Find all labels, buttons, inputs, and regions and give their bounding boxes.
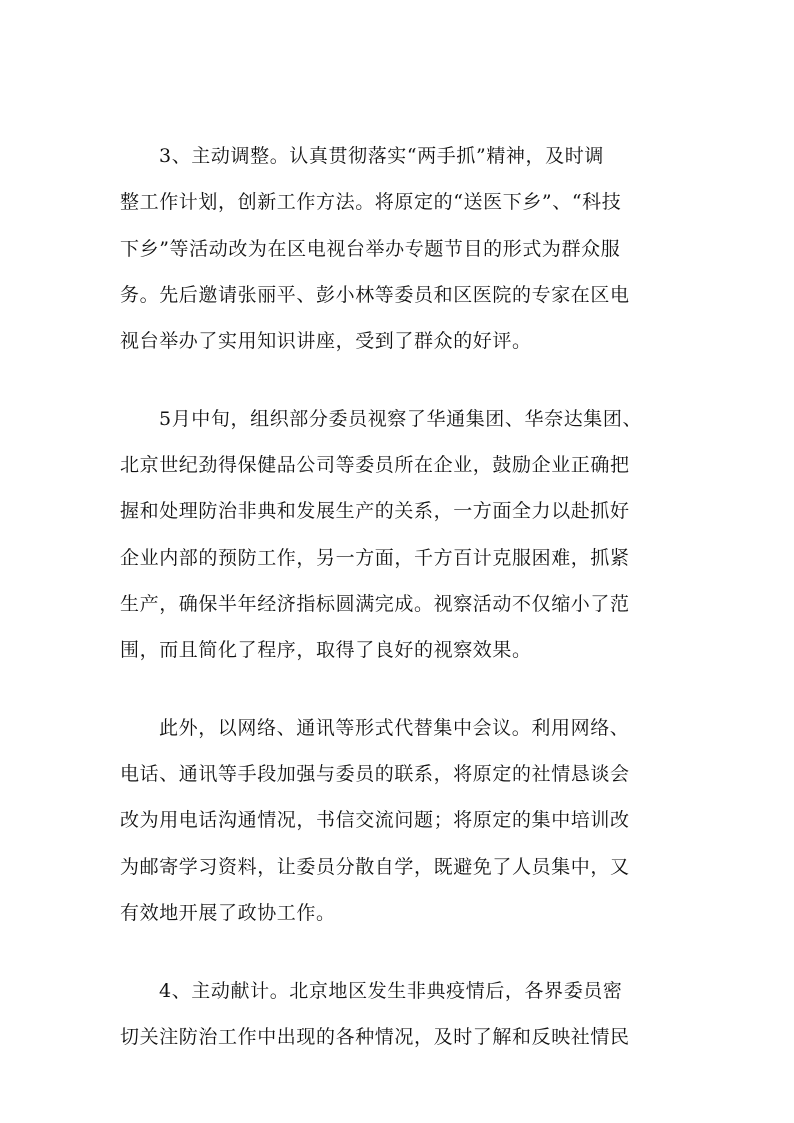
paragraph-line: 整工作计划，创新工作方法。将原定的“送医下乡”、“科技	[120, 191, 622, 213]
paragraph-line: 围，而且简化了程序，取得了良好的视察效果。	[120, 639, 532, 661]
paragraph-line: 握和处理防治非典和发展生产的关系，一方面全力以赴抓好	[120, 500, 630, 522]
paragraph-line: 电话、通讯等手段加强与委员的联系，将原定的社情恳谈会	[120, 763, 630, 785]
paragraph-line: 3、主动调整。认真贯彻落实“两手抓”精神，及时调	[159, 145, 604, 167]
paragraph-line: 生产，确保半年经济指标圆满完成。视察活动不仅缩小了范	[120, 593, 630, 615]
paragraph-line: 4、主动献计。北京地区发生非典疫情后，各界委员密	[159, 980, 623, 1002]
paragraph-line: 有效地开展了政协工作。	[120, 902, 336, 924]
paragraph-line: 5月中旬，组织部分委员视察了华通集团、华奈达集团、	[159, 408, 643, 430]
paragraph-line: 视台举办了实用知识讲座，受到了群众的好评。	[120, 330, 532, 352]
paragraph-line: 务。先后邀请张丽平、彭小林等委员和区医院的专家在区电	[120, 284, 630, 306]
paragraph-line: 此外，以网络、通讯等形式代替集中会议。利用网络、	[159, 717, 630, 739]
paragraph-line: 下乡”等活动改为在区电视台举办专题节目的形式为群众服	[120, 238, 621, 260]
paragraph-line: 切关注防治工作中出现的各种情况，及时了解和反映社情民	[120, 1026, 630, 1048]
paragraph-line: 为邮寄学习资料，让委员分散自学，既避免了人员集中，又	[120, 856, 630, 878]
paragraph-line: 企业内部的预防工作，另一方面，千方百计克服困难，抓紧	[120, 547, 630, 569]
paragraph-line: 北京世纪劲得保健品公司等委员所在企业，鼓励企业正确把	[120, 454, 630, 476]
paragraph-line: 改为用电话沟通情况，书信交流问题；将原定的集中培训改	[120, 809, 630, 831]
